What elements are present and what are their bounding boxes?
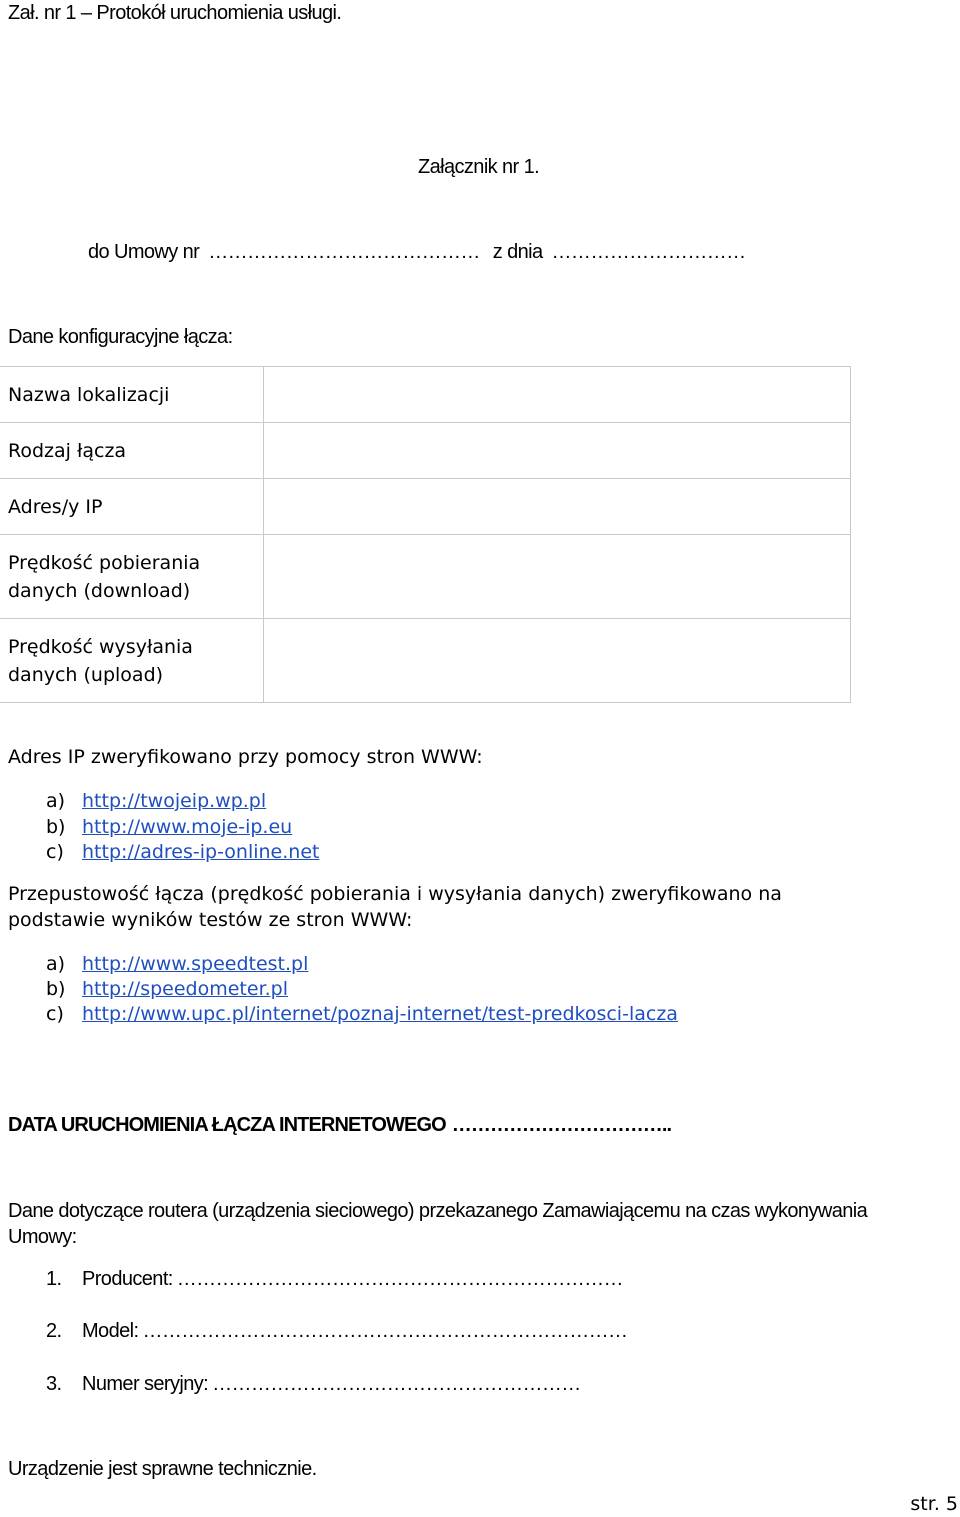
link-type-value (264, 423, 851, 479)
table-row (0, 479, 851, 535)
config-table (0, 366, 851, 703)
download-speed-value (264, 535, 851, 619)
list-item (46, 841, 319, 863)
list-item (46, 816, 292, 838)
contract-number-blank: …………………………………… (208, 241, 480, 263)
twojeip-link[interactable]: http://twojeip.wp.pl (82, 790, 267, 812)
launch-date-line (8, 1114, 671, 1137)
moje-ip-link[interactable]: http://www.moje-ip.eu (82, 816, 293, 838)
date-prefix: z dnia (492, 241, 543, 263)
launch-date-blank: …………………………….. (451, 1114, 672, 1136)
speed-check-intro-line1: Przepustowość łącza (prędkość pobierania i wysyłania danych) zweryfikowano na (8, 883, 782, 905)
download-speed-label: Prędkość pobierania danych (download) (0, 535, 264, 619)
ip-check-intro: Adres IP zweryfikowano przy pomocy stron WWW: (8, 746, 483, 768)
document-title-line: Zał. nr 1 – Protokół uruchomienia usługi. (8, 2, 342, 24)
producer-blank: …………………………………………………………… (176, 1268, 623, 1290)
contract-prefix: do Umowy nr (88, 241, 200, 263)
producer-label: Producent: (82, 1268, 173, 1290)
model-blank: ………………………………………………………………… (142, 1320, 628, 1342)
serial-number-blank: ………………………………………………… (212, 1373, 581, 1395)
config-heading: Dane konfiguracyjne łącza: (8, 326, 233, 348)
router-intro-line2: Umowy: (8, 1226, 77, 1248)
location-name-label: Nazwa lokalizacji (0, 367, 264, 423)
upload-speed-label: Prędkość wysyłania danych (upload) (0, 619, 264, 703)
list-item (46, 978, 288, 1000)
router-intro-line1: Dane dotyczące routera (urządzenia sieciowego) przekazanego Zamawiającemu na czas wykonywania (8, 1200, 868, 1222)
list-item (46, 1373, 581, 1396)
table-row (0, 423, 851, 479)
speedtest-link[interactable]: http://www.speedtest.pl (82, 953, 309, 975)
page-number: str. 5 (910, 1493, 958, 1515)
list-item (46, 1268, 623, 1291)
table-row (0, 619, 851, 703)
link-type-label: Rodzaj łącza (0, 423, 264, 479)
location-name-value (264, 367, 851, 423)
upc-speed-test-link[interactable]: http://www.upc.pl/internet/poznaj-internet/test-predkosci-lacza (82, 1003, 678, 1025)
list-item (46, 953, 308, 975)
list-item (46, 1003, 678, 1025)
launch-date-label: DATA URUCHOMIENIA ŁĄCZA INTERNETOWEGO (8, 1114, 446, 1136)
list-number: 3. (46, 1373, 62, 1395)
speed-check-intro-line2: podstawie wyników testów ze stron WWW: (8, 909, 413, 931)
list-marker: a) (46, 790, 66, 812)
attachment-label: Załącznik nr 1. (418, 156, 540, 178)
list-marker: b) (46, 816, 66, 838)
device-working-statement: Urządzenie jest sprawne technicznie. (8, 1458, 317, 1480)
contract-line (88, 241, 746, 264)
ip-address-value (264, 479, 851, 535)
serial-number-label: Numer seryjny: (82, 1373, 209, 1395)
table-row (0, 367, 851, 423)
list-marker: b) (46, 978, 66, 1000)
model-label: Model: (82, 1320, 139, 1342)
list-item (46, 1320, 627, 1343)
list-marker: a) (46, 953, 66, 975)
ip-address-label: Adres/y IP (0, 479, 264, 535)
adres-ip-online-link[interactable]: http://adres-ip-online.net (82, 841, 320, 863)
upload-speed-value (264, 619, 851, 703)
list-number: 1. (46, 1268, 62, 1290)
date-blank: ………………………… (551, 241, 746, 263)
list-item (46, 790, 266, 812)
list-marker: c) (46, 1003, 64, 1025)
list-marker: c) (46, 841, 64, 863)
speedometer-link[interactable]: http://speedometer.pl (82, 978, 289, 1000)
list-number: 2. (46, 1320, 62, 1342)
table-row (0, 535, 851, 619)
